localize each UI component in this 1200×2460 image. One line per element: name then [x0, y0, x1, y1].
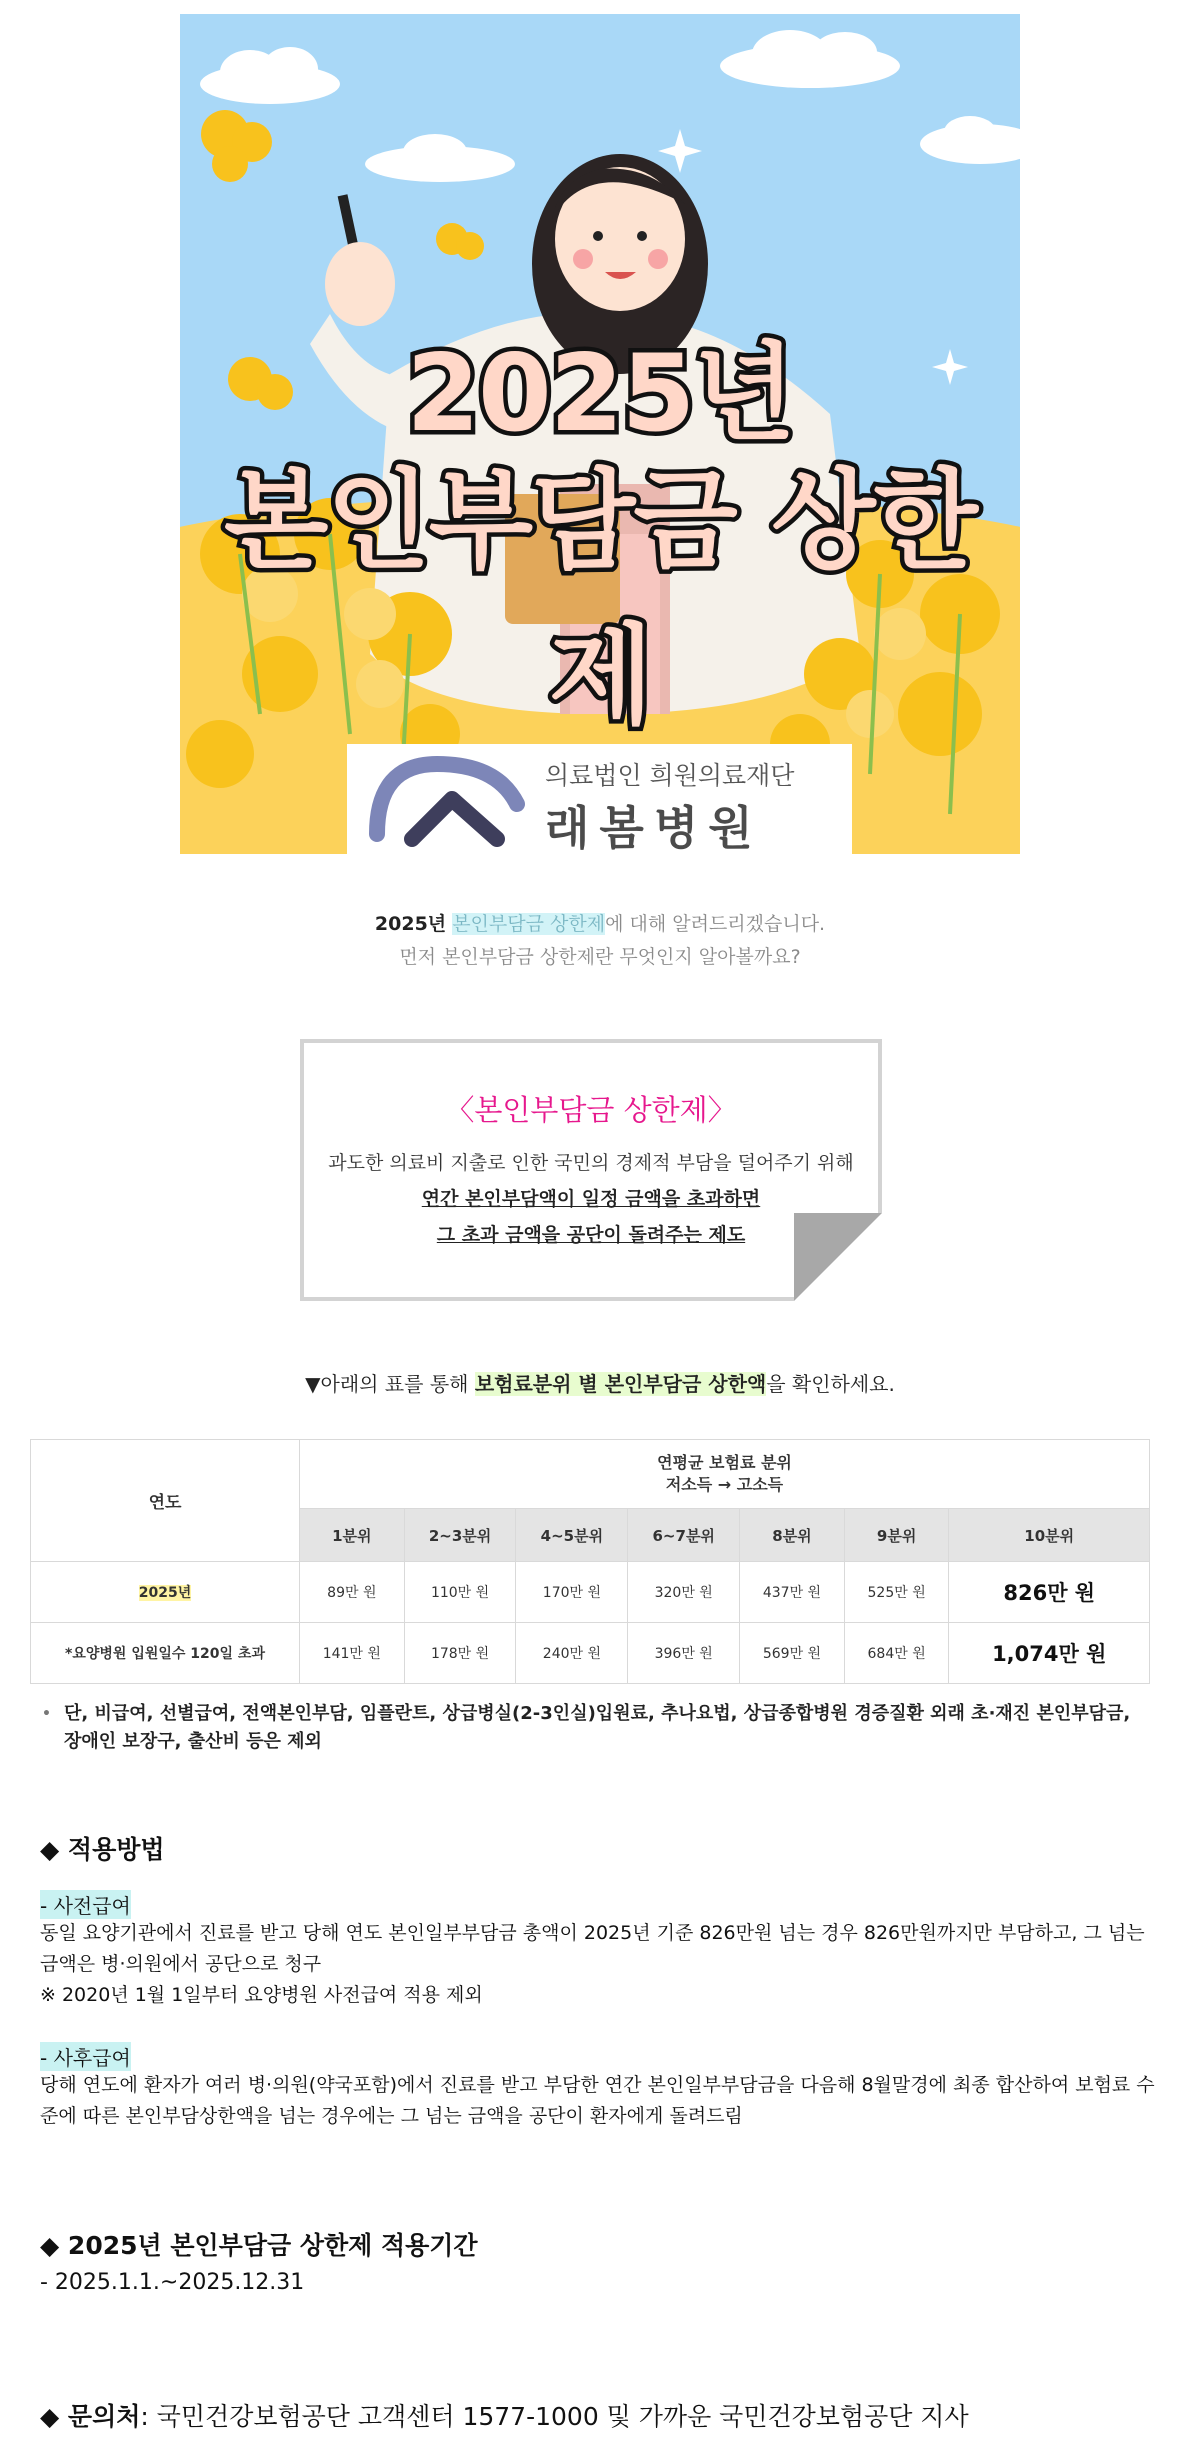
table-row [31, 1562, 1150, 1623]
quantile-header: 1분위 [300, 1509, 405, 1562]
table-cell: 110만 원 [404, 1562, 516, 1623]
card-line-2: 연간 본인부담액이 일정 금액을 초과하면 [421, 1188, 761, 1210]
quantile-header: 10분위 [949, 1509, 1150, 1562]
table-cell: 178만 원 [404, 1623, 516, 1684]
intro-line-2: 먼저 본인부담금 상한제란 무엇인지 알아볼까요? [399, 946, 801, 968]
table-cell: 141만 원 [300, 1623, 405, 1684]
intro-topic: 본인부담금 상한제 [452, 913, 606, 935]
logo-mark-icon [357, 744, 537, 854]
exclusion-note [42, 1700, 1152, 1756]
group-header-title: 연평균 보험료 분위 [657, 1453, 792, 1472]
table-cell: 525만 원 [844, 1562, 949, 1623]
card-line-1: 과도한 의료비 지출로 인한 국민의 경제적 부담을 덜어주기 위해 [328, 1152, 854, 1174]
logo-corp-name: 의료법인 희원의료재단 [545, 761, 795, 790]
hospital-logo [347, 744, 852, 854]
period-heading: ◆ 2025년 본인부담금 상한제 적용기간 [40, 2231, 478, 2260]
hero-banner [180, 14, 1020, 854]
table-cell: 826만 원 [949, 1562, 1150, 1623]
exclusion-note-text: • 단, 비급여, 선별급여, 전액본인부담, 임플란트, 상급병실(2-3인실)입원료, 추나요법, 상급종합병원 경증질환 외래 초·재진 본인부담금, 장애인 보장구, 출산비 등은 제외 [64, 1703, 1131, 1752]
group-header-sub: 저소득 → 고소득 [665, 1475, 784, 1494]
quantile-header: 2~3분위 [404, 1509, 516, 1562]
card-line-3: 그 초과 금액을 공단이 돌려주는 제도 [436, 1224, 746, 1246]
contact-text: : 국민건강보험공단 고객센터 1577-1000 및 가까운 국민건강보험공단 지사 [140, 2402, 969, 2431]
intro-line-1-rest: 에 대해 알려드리겠습니다. [605, 913, 826, 935]
table-row [31, 1623, 1150, 1684]
logo-hospital-name: 래봄병원 [545, 801, 763, 854]
contact-label: ◆ 문의처 [40, 2402, 141, 2431]
table-cell: 396만 원 [628, 1623, 740, 1684]
row-label: *요양병원 입원일수 120일 초과 [31, 1623, 300, 1684]
quantile-header: 9분위 [844, 1509, 949, 1562]
table-cell: 240만 원 [516, 1623, 628, 1684]
guide-suffix: 을 확인하세요. [766, 1372, 895, 1396]
hero-year-title: 2025년 [406, 332, 794, 455]
post-benefit-label: - 사후급여 [40, 2042, 131, 2071]
table-cell: 89만 원 [300, 1562, 405, 1623]
page-fold-corner [794, 1213, 882, 1301]
pre-benefit-label: - 사전급여 [40, 1890, 131, 1919]
pre-benefit-text: 동일 요양기관에서 진료를 받고 당해 연도 본인일부부담금 총액이 2025년 기준 826만원 넘는 경우 826만원까지만 부담하고, 그 넘는 금액은 병·의원에서 공단으로 청구 [40, 1922, 1145, 1975]
pre-benefit-note: ※ 2020년 1월 1일부터 요양병원 사전급여 적용 제외 [40, 1984, 483, 2006]
intro-line-1 [0, 908, 1200, 941]
table-cell: 320만 원 [628, 1562, 740, 1623]
intro-text [0, 908, 1200, 974]
table-cell: 1,074만 원 [949, 1623, 1150, 1684]
definition-card [300, 1039, 882, 1301]
apply-heading: ◆ 적용방법 [40, 1835, 165, 1864]
table-cell: 437만 원 [740, 1562, 845, 1623]
hero-main-title: 본인부담금 상한제 [224, 459, 976, 739]
quantile-header: 4~5분위 [516, 1509, 628, 1562]
table-guide-text [0, 1368, 1200, 1397]
period-dates: - 2025.1.1.~2025.12.31 [40, 2270, 305, 2295]
quantile-header: 6~7분위 [628, 1509, 740, 1562]
table-cell: 569만 원 [740, 1623, 845, 1684]
quantile-group-header [300, 1440, 1150, 1509]
contact-line [40, 2397, 969, 2433]
table-cell: 684만 원 [844, 1623, 949, 1684]
guide-highlight: 보험료분위 별 본인부담금 상한액 [474, 1372, 767, 1396]
post-benefit-text: 당해 연도에 환자가 여러 병·의원(약국포함)에서 진료를 받고 부담한 연간 본인일부부담금을 다음해 8월말경에 최종 합산하여 보험료 수준에 따른 본인부담상한액을 넘는 경우에는 그 넘는 금액을 공단이 환자에게 돌려드림 [40, 2074, 1155, 2127]
quantile-header: 8분위 [740, 1509, 845, 1562]
row-label [31, 1562, 300, 1623]
row-label-text: 2025년 [138, 1585, 192, 1601]
intro-year: 2025년 [374, 913, 447, 935]
year-header: 연도 [31, 1440, 300, 1562]
table-cell: 170만 원 [516, 1562, 628, 1623]
guide-prefix: ▼아래의 표를 통해 [305, 1372, 475, 1396]
card-title: 〈본인부담금 상한제〉 [445, 1093, 737, 1127]
cap-table [30, 1439, 1150, 1684]
